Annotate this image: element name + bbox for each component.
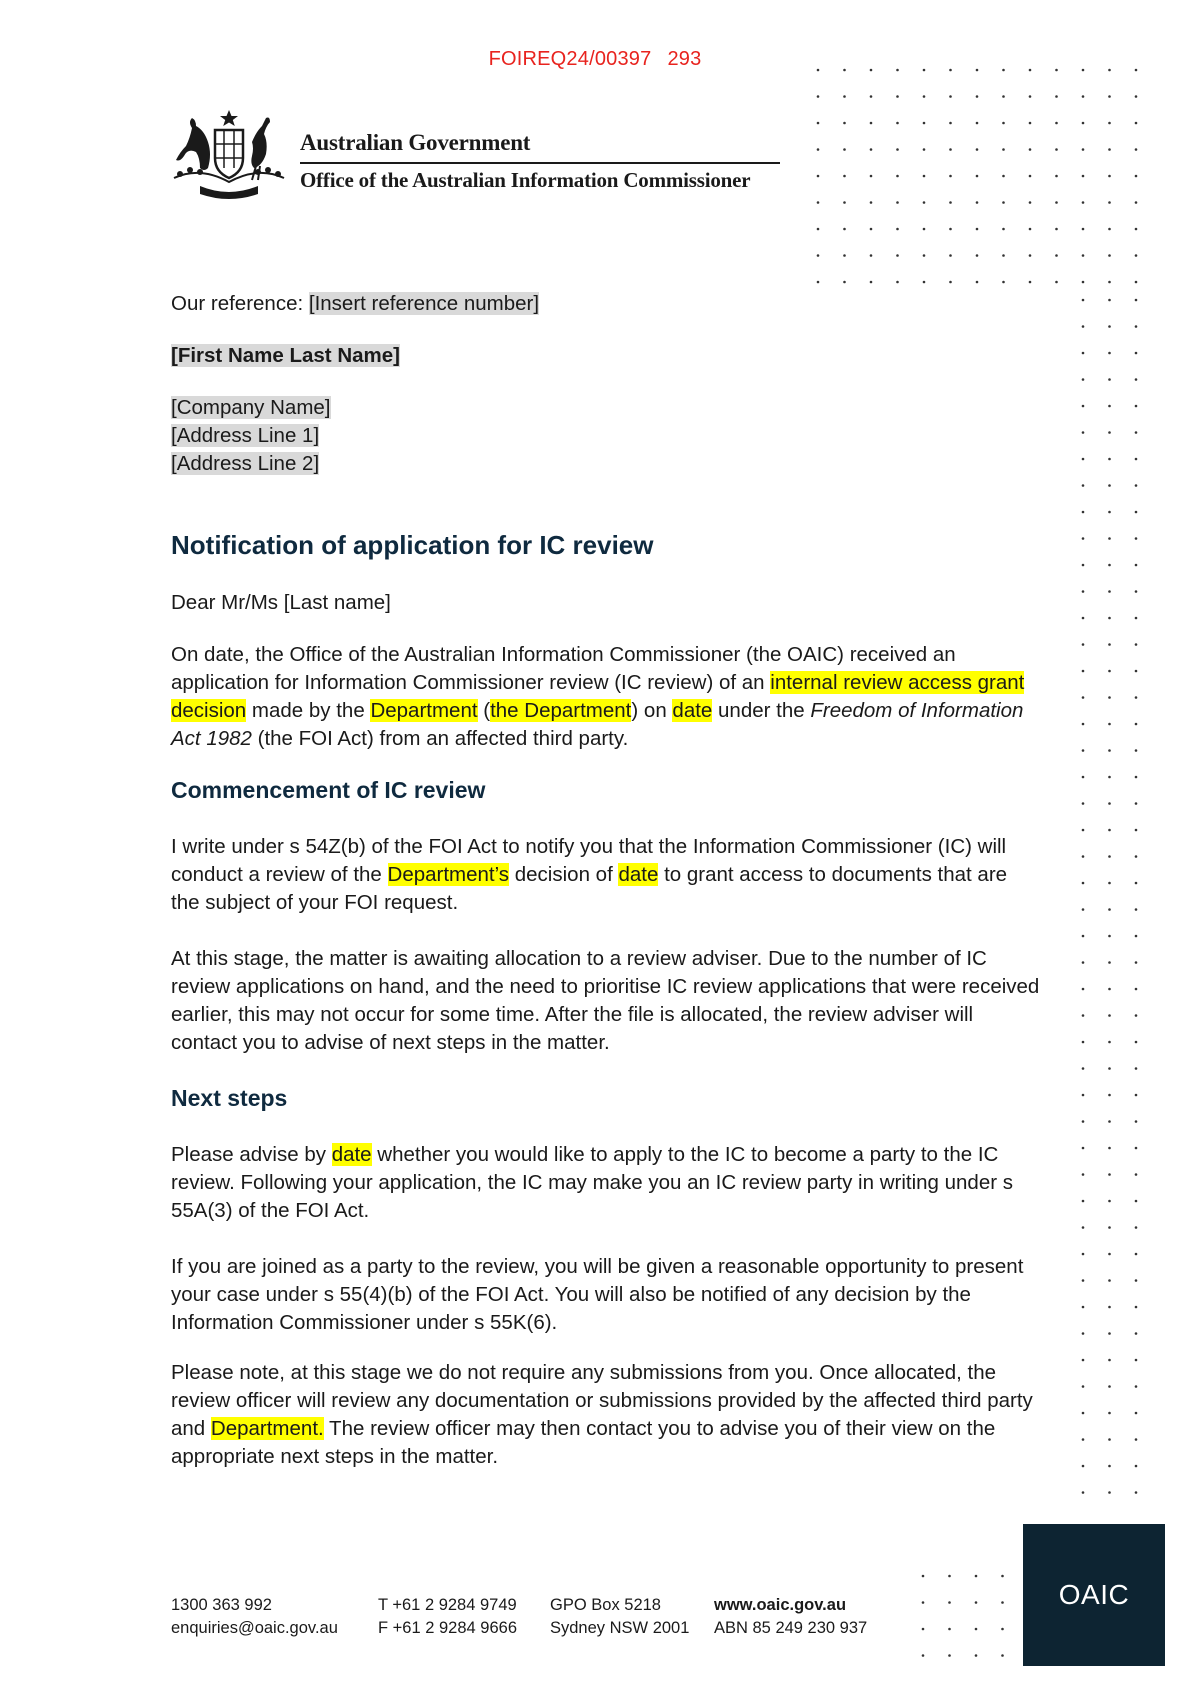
recipient-address	[171, 394, 331, 478]
intro-text-2: made by the	[246, 699, 371, 722]
commencement-text-c: to grant access to documents that are the subject of your FOI request.	[171, 863, 1008, 914]
salutation: Dear Mr/Ms [Last name]	[171, 591, 391, 614]
commencement-text-b: decision of	[509, 863, 619, 886]
letter-title: Notification of application for IC review	[171, 530, 654, 560]
dot-pattern-footer	[915, 1568, 1015, 1658]
next-steps-text-a: Please advise by	[171, 1143, 332, 1166]
intro-text-1: On date, the Office of the Australian Information Commissioner (the OAIC) received an application for Information Commissioner review (IC review) of an	[171, 643, 956, 694]
recipient-name: [First Name Last Name]	[171, 344, 400, 367]
reference-label: Our reference:	[171, 292, 304, 315]
intro-paragraph	[171, 641, 1041, 753]
intro-text-6: (the FOI Act) from an affected third party.	[251, 727, 629, 750]
coat-of-arms-icon	[170, 108, 288, 200]
next-steps-3-text-b: The review officer may then contact you to advise you of their view on the appropriate next steps in the matter.	[171, 1417, 996, 1468]
footer-city: Sydney NSW 2001	[550, 1619, 690, 1637]
intro-highlight-date: date	[672, 699, 713, 722]
next-steps-3-text-a: Please note, at this stage we do not require any submissions from you. Once allocated, the review officer will review any documentation or submissions provided by the affected third party and	[171, 1361, 1033, 1440]
intro-highlight-decision: internal review access grant decision	[171, 671, 1025, 722]
footer-contact-phone	[171, 1594, 338, 1640]
footer-email[interactable]: enquiries@oaic.gov.au	[171, 1619, 338, 1637]
dot-pattern-right-column	[1075, 292, 1145, 1512]
next-steps-3-highlight-department: Department.	[210, 1417, 324, 1440]
intro-text-4: ) on	[631, 699, 673, 722]
commencement-highlight-date: date	[618, 863, 659, 886]
footer-web-abn	[714, 1594, 867, 1640]
footer-tel: T +61 2 9284 9749	[378, 1596, 517, 1614]
commencement-paragraph-2: At this stage, the matter is awaiting allocation to a review adviser. Due to the number of IC review applications on hand, and the need to prioritise IC review applications that were received earlier, this may not occur for some time. After the file is allocated, the review adviser will contact you to advise of next steps in the matter.	[171, 947, 1040, 1054]
footer-abn: ABN 85 249 230 937	[714, 1619, 868, 1637]
intro-act-name: Freedom of Information Act 1982	[171, 699, 1024, 750]
reference-value: [Insert reference number]	[308, 292, 540, 315]
dot-pattern-top-right	[810, 62, 1140, 292]
foi-page-number: 293	[667, 48, 702, 70]
footer-contact-tel-fax	[378, 1594, 517, 1640]
commencement-paragraph-1	[171, 833, 1041, 917]
section-heading-commencement: Commencement of IC review	[171, 777, 486, 803]
intro-highlight-the-department: the Department	[490, 699, 632, 722]
footer-phone: 1300 363 992	[171, 1596, 272, 1614]
government-logo-block	[170, 108, 780, 200]
logo-divider	[300, 162, 780, 164]
intro-highlight-department: Department	[370, 699, 478, 722]
office-name: Office of the Australian Information Commissioner	[300, 168, 751, 192]
commencement-text-a: I write under s 54Z(b) of the FOI Act to notify you that the Information Commissioner (IC) will conduct a review of the	[171, 835, 1007, 886]
next-steps-paragraph-1	[171, 1141, 1041, 1225]
footer-fax: F +61 2 9284 9666	[378, 1619, 517, 1637]
recipient-name-line	[171, 342, 400, 370]
next-steps-paragraph-2: If you are joined as a party to the review, you will be given a reasonable opportunity to present your case under s 55(4)(b) of the FOI Act. You will also be notified of any decision by the Information Commissioner under s 55K(6).	[171, 1255, 1024, 1334]
reference-line	[171, 290, 539, 318]
oaic-brand-box	[1023, 1524, 1165, 1666]
footer-po-box: GPO Box 5218	[550, 1596, 661, 1614]
oaic-logo-text: OAIC	[1058, 1579, 1130, 1610]
intro-text-5: under the	[712, 699, 811, 722]
footer-postal-address	[550, 1594, 689, 1640]
commencement-highlight-department: Department’s	[387, 863, 510, 886]
next-steps-paragraph-3	[171, 1359, 1041, 1471]
next-steps-text-b: whether you would like to apply to the IC to become a party to the IC review. Following your application, the IC may make you an IC review party in writing under s 55A(3) of the FOI Act.	[171, 1143, 1014, 1222]
address-line-2: [Address Line 2]	[171, 452, 320, 475]
footer-website-link[interactable]: www.oaic.gov.au	[714, 1596, 847, 1614]
company-name: [Company Name]	[171, 396, 331, 419]
section-heading-next-steps: Next steps	[171, 1085, 288, 1111]
address-line-1: [Address Line 1]	[171, 424, 320, 447]
next-steps-highlight-date: date	[331, 1143, 372, 1166]
gov-name: Australian Government	[300, 130, 531, 155]
foi-request-code: FOIREQ24/00397	[488, 48, 652, 70]
intro-text-3: (	[477, 699, 491, 722]
